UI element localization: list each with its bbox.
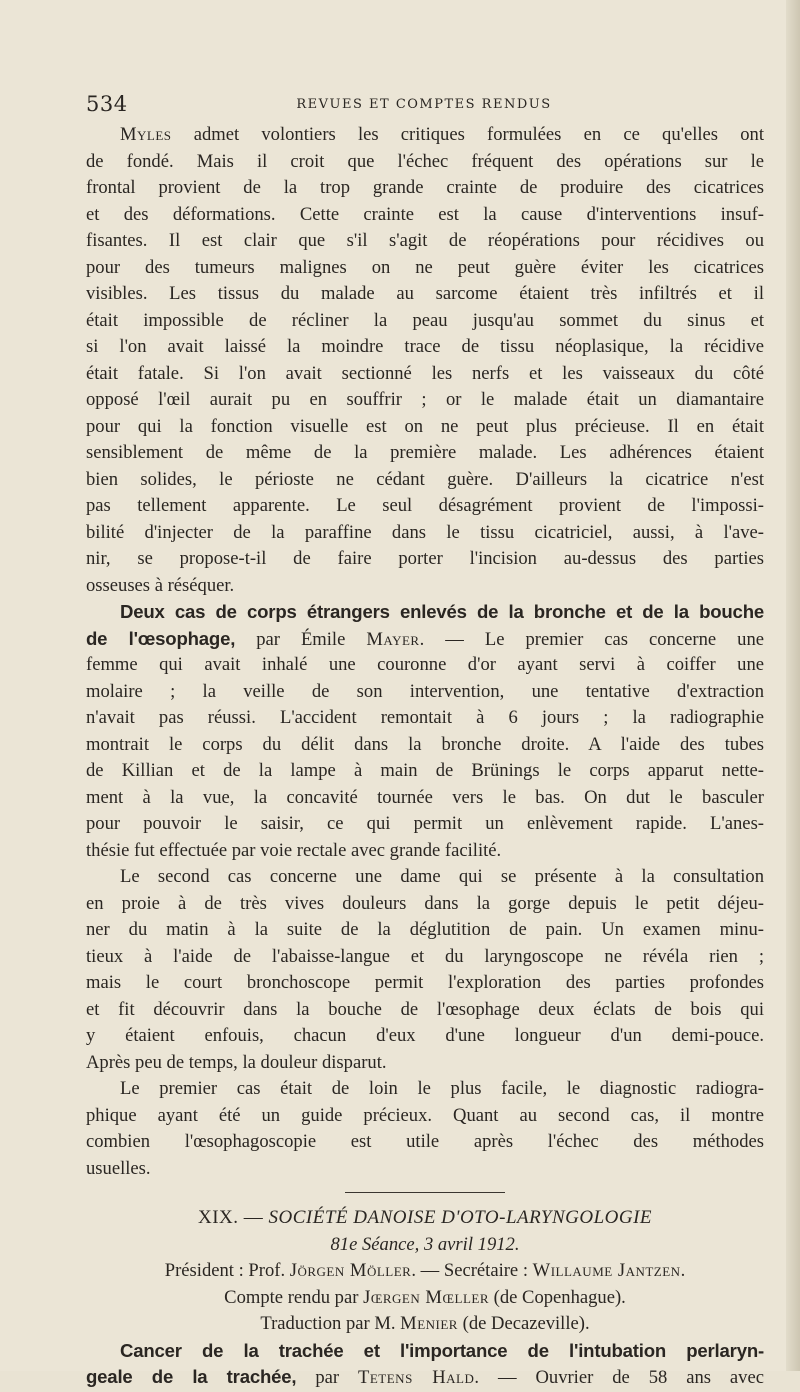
report-line: Compte rendu par Jœrgen Mœller (de Copenhague). bbox=[224, 1286, 626, 1308]
text-line: ner du matin à la suite de la déglutition de pain. Un examen minu- bbox=[86, 919, 764, 940]
text-line: usuelles. bbox=[86, 1157, 151, 1179]
society-name: SOCIÉTÉ DANOISE D'OTO-LARYNGOLOGIE bbox=[268, 1207, 653, 1228]
text-line: ment à la vue, la concavité tournée vers le bas. On dut le basculer bbox=[86, 786, 764, 808]
page-number: 534 bbox=[86, 92, 128, 116]
text-line: bien solides, le périoste ne cédant guère. D'ailleurs la cicatrice n'est bbox=[86, 468, 764, 490]
text-line: Le premier cas était de loin le plus facile, le diagnostic radiogra- bbox=[120, 1078, 764, 1099]
text-line: geale de la trachée, par Tetens Hald. — Ouvrier de 58 ans avec bbox=[86, 1366, 764, 1388]
article-title-continued: geale de la trachée, bbox=[86, 1366, 297, 1387]
text-line: et fit découvrir dans la bouche de l'œsophage deux éclats de bois qui bbox=[86, 998, 764, 1020]
translation-line: Traduction par M. Menier (de Decazeville). bbox=[260, 1313, 590, 1334]
reporter-name: Jœrgen Mœller bbox=[363, 1286, 489, 1308]
text-line: nir, se propose-t-il de faire porter l'incision au-dessus des parties bbox=[86, 548, 764, 569]
text-line: femme qui avait inhalé une couronne d'or ayant servi à coiffer une bbox=[86, 654, 764, 675]
text-line: était impossible de récliner la peau jusqu'au sommet du sinus et bbox=[86, 309, 764, 331]
text-line: fisantes. Il est clair que s'il s'agit de réopérations pour récidives ou bbox=[86, 230, 764, 251]
text-line: Le second cas concerne une dame qui se présente à la consultation bbox=[120, 866, 764, 887]
text-line: osseuses à réséquer. bbox=[86, 574, 235, 596]
text-line: pour des tumeurs malignes on ne peut guère éviter les cicatrices bbox=[86, 256, 764, 278]
body-text bbox=[86, 122, 764, 1391]
text-line: bilité d'injecter de la paraffine dans le tissu cicatriciel, aussi, à l'ave- bbox=[86, 521, 764, 543]
text-line: montrait le corps du délit dans la bronche droite. A l'aide des tubes bbox=[86, 733, 764, 755]
secretary-name: Willaume Jantzen bbox=[532, 1260, 681, 1281]
text-line: de l'œsophage, par Émile Mayer. — Le premier cas concerne une bbox=[86, 627, 764, 650]
article-title: Cancer de la trachée et l'importance de l'intubation perlaryn- bbox=[120, 1339, 764, 1361]
text-line: combien l'œsophagoscopie est utile après l'échec des méthodes bbox=[86, 1131, 764, 1152]
text-line: opposé l'œil aurait pu en souffrir ; or le malade était un diamantaire bbox=[86, 389, 764, 410]
text-line: frontal provient de la trop grande crainte de produire des cicatrices bbox=[86, 177, 764, 198]
page-header bbox=[86, 92, 762, 116]
text-line: thésie fut effectuée par voie rectale avec grande facilité. bbox=[86, 839, 502, 861]
text-line: si l'on avait laissé la moindre trace de tissu néoplasique, la récidive bbox=[86, 336, 764, 357]
text-line: pas tellement apparente. Le seul désagrément provient de l'impossi- bbox=[86, 495, 764, 516]
section-divider bbox=[345, 1192, 505, 1193]
section-heading: XIX. — SOCIÉTÉ DANOISE D'OTO-LARYNGOLOGIE bbox=[197, 1207, 653, 1228]
text-line: de fondé. Mais il croit que l'échec fréquent des opérations sur le bbox=[86, 150, 764, 172]
text-line: visibles. Les tissus du malade au sarcome étaient très infiltrés et il bbox=[86, 283, 764, 304]
officers-line: Président : Prof. Jörgen Möller. — Secrétaire : Willaume Jantzen. bbox=[164, 1260, 686, 1281]
text-line: y étaient enfouis, chacun d'eux d'une longueur d'un demi-pouce. bbox=[86, 1025, 764, 1046]
article-title-continued: de l'œsophage, bbox=[86, 627, 236, 649]
text-line: phique ayant été un guide précieux. Quant au second cas, il montre bbox=[86, 1104, 764, 1126]
text-line: n'avait pas réussi. L'accident remontait à 6 jours ; la radiographie bbox=[86, 707, 764, 728]
article-author: Tetens Hald bbox=[358, 1367, 475, 1388]
translator-name: Menier bbox=[400, 1313, 458, 1334]
text-line: de Killian et de la lampe à main de Brünings le corps apparut nette- bbox=[86, 760, 764, 781]
text-line: Myles admet volontiers les critiques formulées en ce qu'elles ont bbox=[120, 124, 764, 145]
page-edge-shadow bbox=[786, 0, 800, 1371]
text-line: et des déformations. Cette crainte est la cause d'interventions insuf- bbox=[86, 203, 764, 225]
running-head: REVUES ET COMPTES RENDUS bbox=[296, 97, 552, 112]
text-line: était fatale. Si l'on avait sectionné les nerfs et les vaisseaux du côté bbox=[86, 362, 764, 384]
text-line: pour pouvoir le saisir, ce qui permit un enlèvement rapide. L'anes- bbox=[86, 813, 764, 834]
article-author: Mayer bbox=[366, 628, 420, 650]
text-line: mais le court bronchoscope permit l'exploration des parties profondes bbox=[86, 972, 764, 993]
text-line: Après peu de temps, la douleur disparut. bbox=[86, 1051, 387, 1073]
text-line: pour qui la fonction visuelle est on ne peut plus précieuse. Il en était bbox=[86, 415, 764, 437]
session-date: 81e Séance, 3 avril 1912. bbox=[330, 1233, 520, 1255]
author-name: Myles bbox=[120, 124, 172, 145]
president-name: Jörgen Möller bbox=[289, 1260, 412, 1281]
article-title: Deux cas de corps étrangers enlevés de la bronche et de la bouche bbox=[120, 601, 764, 622]
text-line: tieux à l'aide de l'abaisse-langue et du laryngoscope ne révéla rien ; bbox=[86, 945, 764, 967]
text-line: sensiblement de même de la première malade. Les adhérences étaient bbox=[86, 442, 764, 463]
text-line: en proie à de très vives douleurs dans la gorge depuis le petit déjeu- bbox=[86, 892, 764, 914]
text-line: molaire ; la veille de son intervention, une tentative d'extraction bbox=[86, 680, 764, 702]
